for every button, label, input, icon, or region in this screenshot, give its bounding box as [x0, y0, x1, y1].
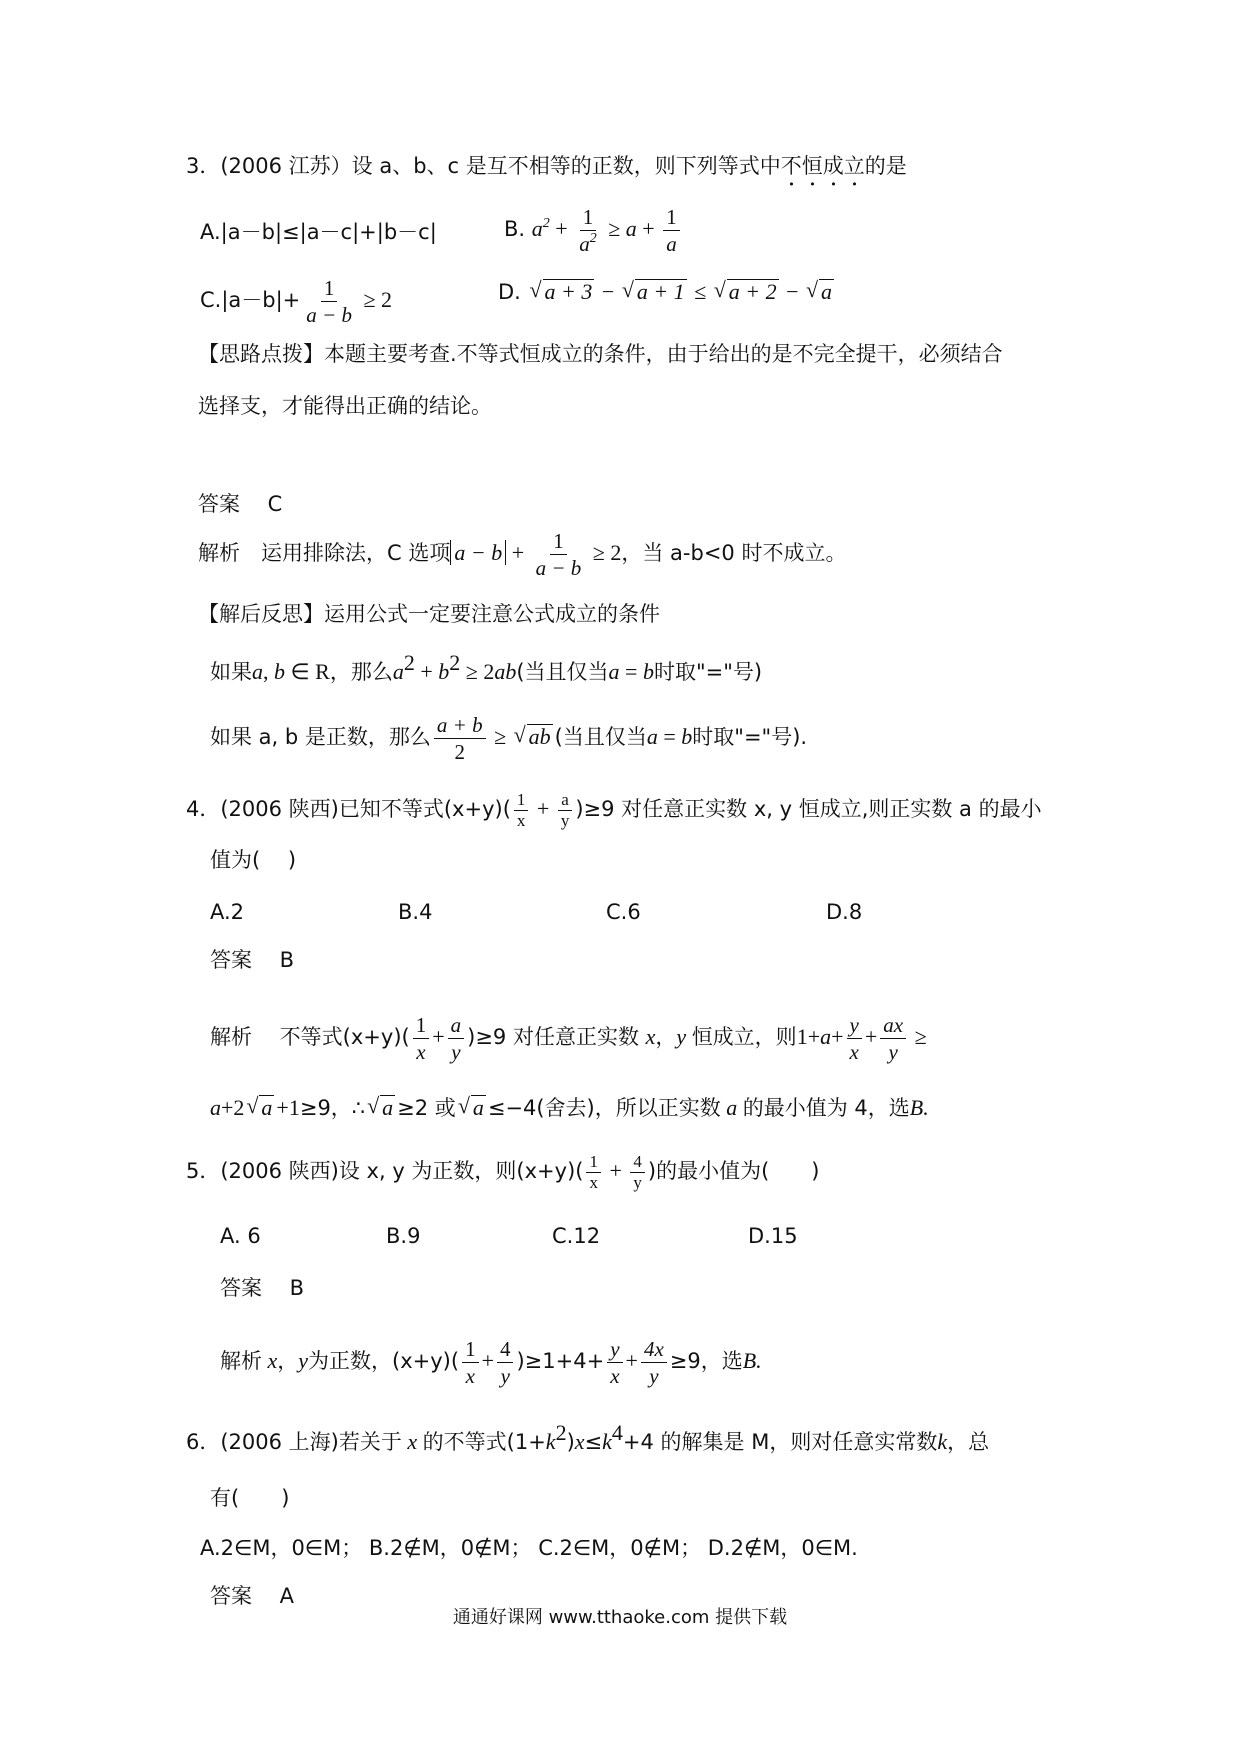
q4-analysis-line2: a+2√ a +1≥9，∴√ a ≥2 或√ a ≤−4(舍去)，所以正实数 a 的最小值为 4，选B. — [210, 1094, 929, 1122]
q4-stem-line2: 值为( ) — [210, 848, 297, 872]
footer-download-note: 通通好课网 www.tthaoke.com 提供下载 — [452, 1607, 788, 1628]
q3-rule1: 如果a, b ∈ R，那么$a^2 + b^2 \ge 2ab$(当且仅当a = b时取"="号) — [210, 650, 763, 684]
q3-rule1-b: ，那么 — [329, 660, 393, 684]
q5-stem-b: )的最小值为( ) — [647, 1159, 820, 1183]
q3-option-b: B. $a^2$ + $\frac{1}{a^2}$ ≥ a + $\frac{1}{a}$ — [504, 204, 683, 257]
q5-analysis-e: B. — [742, 1348, 762, 1373]
q3-tip-line2: 选择支，才能得出正确的结论。 — [198, 394, 492, 418]
q4-analysis1-a: 解析 不等式(x+y)( — [210, 1025, 410, 1049]
q3-option-b-label: B. — [504, 217, 526, 241]
q4-option-b: B.4 — [398, 900, 433, 924]
q3-rule1-c: (当且仅当 — [516, 660, 609, 684]
q4-analysis-line1: 解析 不等式(x+y)( $\frac{1}{x}$ + $\frac{a}{y}$ )≥9 对任意正实数 x，y 恒成立，则1+a+ $\frac{y}{x}$ + $\frac{ax}{y}$ ≥ — [210, 1013, 927, 1064]
q6-stem-line2: 有( ) — [210, 1486, 290, 1510]
q5-analysis-a: 解析 — [220, 1349, 262, 1373]
q3-rule2-a: 如果 a, b 是正数，那么 — [210, 725, 431, 749]
q3-option-c-label: C.|a－b|+ — [200, 288, 301, 312]
q3-option-a — [200, 218, 437, 246]
q3-answer: 答案 C — [198, 492, 283, 516]
q5-option-c: C.12 — [552, 1224, 601, 1248]
q3-option-a-text: A.|a－b|≤|a－c|+|b－c| — [200, 220, 437, 244]
q6-stem-b: 的不等式(1+ — [422, 1430, 546, 1454]
q3-analysis-pre: 解析 运用排除法，C 选项 — [198, 541, 451, 565]
q5-analysis: 解析 x，y为正数，(x+y)( $\frac{1}{x}$ + $\frac{4}{y}$ )≥1+4+ $\frac{y}{x}$ + $\frac{4x}{y}$ ≥9，选B. — [220, 1337, 762, 1388]
q6-answer: 答案 A — [210, 1584, 295, 1608]
q6-stem-line1: 6．(2006 上海)若关于 x 的不等式$(1+k^2)x\le k^4+4$ 的解集是 M，则对任意实常数k，总 — [186, 1420, 990, 1454]
q4-stem-a: 4．(2006 陕西)已知不等式(x+y)( — [186, 797, 511, 821]
q4-option-a: A.2 — [210, 900, 245, 924]
q5-answer: 答案 B — [220, 1276, 305, 1300]
q5-stem-a: 5．(2006 陕西)设 x, y 为正数，则(x+y)( — [186, 1159, 584, 1183]
q3-rule2: 如果 a, b 是正数，那么 $\frac{a + b}{2}$ ≥ √ ab (当且仅当a = b时取"="号). — [210, 712, 807, 765]
q5-stem: 5．(2006 陕西)设 x, y 为正数，则(x+y)( $\frac{1}{x}$ + $\frac{4}{y}$ )的最小值为( ) — [186, 1152, 820, 1192]
q3-rule2-b: (当且仅当 — [554, 725, 647, 749]
q5-analysis-c: )≥1+4+ — [516, 1349, 605, 1373]
q5-analysis-d: ≥9，选 — [669, 1349, 743, 1373]
q3-rule1-d: 时取"="号) — [653, 660, 763, 684]
q5-option-a: A. 6 — [220, 1224, 261, 1248]
q3-rule2-c: 时取"="号). — [692, 725, 808, 749]
q3-analysis: 解析 运用排除法，C 选项 a − b + $\frac{1}{a - b}$ ≥ 2，当 a-b<0 时不成立。 — [198, 529, 847, 580]
q4-analysis1-c: 恒成立，则 — [691, 1025, 797, 1049]
q3-stem-emphasis: 不恒成立 — [780, 154, 865, 178]
q4-analysis2-c: ≤−4(舍去)，所以正实数 — [487, 1096, 721, 1120]
q3-option-c: C.|a－b|+ $\frac{1}{a - b}$ ≥ 2 — [200, 276, 393, 327]
q6-stem-f: ，总 — [947, 1430, 990, 1454]
q3-stem — [186, 152, 907, 191]
q5-analysis-b: 为正数，(x+y)( — [308, 1349, 460, 1373]
q4-analysis2-b: ≥2 或 — [397, 1096, 456, 1120]
q4-option-d: D.8 — [826, 900, 863, 924]
q3-option-d: D. √ a + 3 − √ a + 1 ≤ √ a + 2 − √ a — [498, 278, 836, 306]
q3-option-d-label: D. — [498, 280, 521, 304]
q5-option-b: B.9 — [386, 1224, 421, 1248]
q5-option-d: D.15 — [748, 1224, 798, 1248]
q3-tip-line1: 【思路点拨】本题主要考查.不等式恒成立的条件，由于给出的是不完全提干，必须结合 — [198, 342, 1003, 366]
q3-reflect: 【解后反思】运用公式一定要注意公式成立的条件 — [198, 602, 660, 626]
q6-options: A.2∈M，0∈M； B.2∉M，0∉M； C.2∈M，0∉M； D.2∉M，0∈M. — [200, 1536, 858, 1560]
q4-option-c: C.6 — [606, 900, 641, 924]
q4-analysis2-d: 的最小值为 4，选 — [742, 1096, 910, 1120]
q3-stem-c: 的是 — [864, 154, 907, 178]
q6-stem-c: ) — [566, 1430, 575, 1454]
q3-rule1-a: 如果 — [210, 660, 252, 684]
q4-analysis1-b: )≥9 对任意正实数 — [467, 1025, 639, 1049]
q4-analysis2-a: ≥9，∴ — [299, 1096, 366, 1120]
q6-stem-e: +4 的解集是 M，则对任意实常数 — [622, 1430, 938, 1454]
q6-stem-d: ≤ — [584, 1430, 603, 1454]
q4-analysis2-e: B. — [909, 1095, 929, 1120]
q3-stem-a: 3．(2006 江苏）设 a、b、c 是互不相等的正数，则下列等式中 — [186, 154, 781, 178]
q4-stem-line1: 4．(2006 陕西)已知不等式(x+y)( $\frac{1}{x}$ + $\frac{a}{y}$ )≥9 对任意正实数 x, y 恒成立,则正实数 a 的最小 — [186, 790, 1042, 830]
q6-stem-a: 6．(2006 上海)若关于 — [186, 1430, 402, 1454]
q4-stem-b: )≥9 对任意正实数 x, y 恒成立,则正实数 a 的最小 — [575, 797, 1042, 821]
q4-answer: 答案 B — [210, 948, 295, 972]
q3-analysis-post: ，当 a-b<0 时不成立。 — [621, 541, 847, 565]
